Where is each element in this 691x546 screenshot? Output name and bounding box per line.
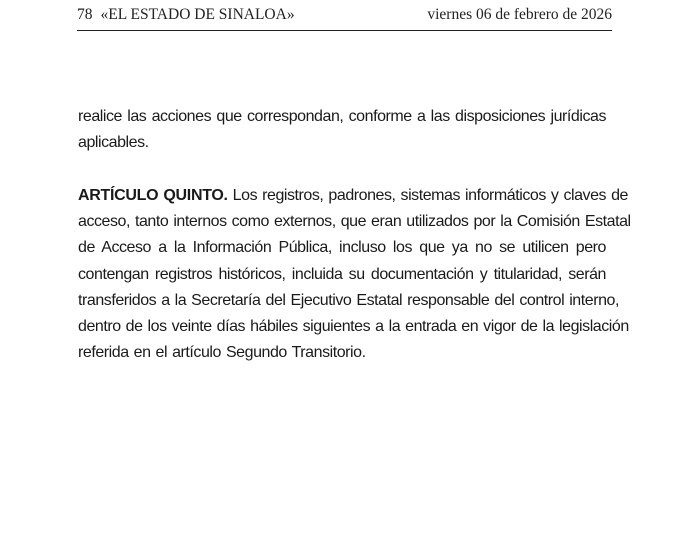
publication-title: «EL ESTADO DE SINALOA» — [100, 6, 295, 23]
publication-date: viernes 06 de febrero de 2026 — [427, 6, 612, 23]
text-line: transferidos a la Secretaría del Ejecutivo Estatal responsable del control interno, — [78, 291, 619, 309]
text-line: referida en el artículo Segundo Transitorio. — [78, 344, 366, 362]
text-line: ARTÍCULO QUINTO. Los registros, padrones, sistemas informáticos y claves de — [78, 187, 628, 204]
text-line: realice las acciones que correspondan, conforme a las disposiciones jurídicas — [78, 108, 606, 125]
article-quinto — [78, 183, 631, 366]
text-line: de Acceso a la Información Pública, incluso los que ya no se utilicen pero — [78, 239, 606, 257]
text-line: aplicables. — [78, 134, 149, 152]
page-header — [77, 6, 612, 26]
text-line: dentro de los veinte días hábiles siguientes a la entrada en vigor de la legislación — [78, 318, 629, 336]
paragraph-continuation — [78, 104, 606, 156]
text-line: contengan registros históricos, incluida su documentación y titularidad, serán — [78, 265, 606, 283]
text-line: acceso, tanto internos como externos, que eran utilizados por la Comisión Estatal — [78, 213, 631, 231]
article-heading: ARTÍCULO QUINTO. — [78, 187, 228, 204]
header-rule — [77, 30, 612, 31]
header-left — [77, 6, 295, 24]
page-number: 78 — [77, 6, 93, 23]
